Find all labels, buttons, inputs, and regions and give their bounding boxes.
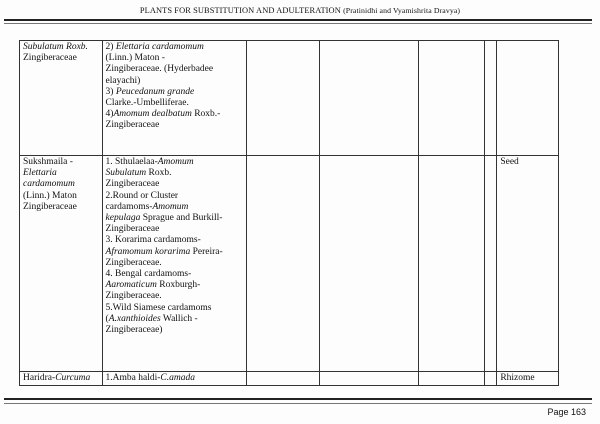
footer-rule: [4, 398, 592, 400]
substitute-line: 3) Peucedanum grande: [105, 86, 195, 97]
part-used-cell: Rhizome: [497, 372, 559, 386]
empty-cell: [419, 156, 485, 372]
empty-cell: [246, 372, 319, 386]
table-row: [20, 156, 559, 372]
empty-cell: [319, 41, 418, 156]
header-rule: [4, 19, 592, 21]
part-used-cell: [497, 41, 559, 156]
empty-cell: [319, 372, 418, 386]
substitute-line: 2.Round or Cluster: [105, 190, 179, 201]
substitute-line: Zingiberaceae): [105, 325, 163, 336]
plant-name-line: Zingiberaceae: [23, 201, 77, 212]
empty-cell: [484, 41, 497, 156]
substitute-cell: [102, 372, 246, 386]
empty-cell: [246, 156, 319, 372]
plant-name-line: Zingiberaceae: [23, 53, 77, 64]
plant-name-line: Sukshmaila -: [23, 157, 73, 167]
page-header: [0, 6, 600, 15]
table-row: [20, 41, 559, 156]
substitute-line: (A.xanthioides Wallich -: [105, 313, 198, 324]
substitute-line: 2) Elettaria cardamomum: [105, 42, 204, 52]
substitute-cell: [102, 156, 246, 372]
substitute-line: 1.Amba haldi-C.amada: [105, 373, 195, 383]
empty-cell: [419, 372, 485, 386]
plant-name-line: (Linn.) Maton: [23, 190, 77, 201]
empty-cell: [246, 41, 319, 156]
substitute-line: Zingiberaceae: [105, 224, 160, 235]
header-title: PLANTS FOR SUBSTITUTION AND ADULTERATION: [139, 6, 341, 15]
substitute-cell: [102, 41, 246, 156]
plant-name-line: cardamomum: [23, 179, 75, 190]
substitute-line: 5.Wild Siamese cardamoms: [105, 302, 212, 313]
empty-cell: [319, 156, 418, 372]
footer-rule-thin: [4, 403, 592, 404]
table-row: [20, 372, 559, 386]
substitute-line: Zingiberaceae: [105, 120, 160, 131]
plant-name-cell: [20, 372, 103, 386]
plant-name-line: Elettaria: [23, 168, 57, 179]
substitute-line: kepulaga Sprague and Burkill-: [105, 213, 223, 224]
empty-cell: [484, 156, 497, 372]
substitute-line: Aframomum korarima Pereira-: [105, 246, 223, 257]
substitute-line: Zingiberaceae.: [105, 291, 162, 302]
substitute-line: cardamoms-Amomum: [105, 201, 189, 212]
substitute-line: 1. Sthulaelaa-Amomum: [105, 157, 194, 167]
plant-name-cell: [20, 41, 103, 156]
substitute-line: Subulatum Roxb.: [105, 168, 172, 179]
plant-name-line: Haridra-Curcuma: [23, 373, 91, 383]
substitute-line: Zingiberaceae: [105, 179, 160, 190]
substitute-line: 4)Amomum dealbatum Roxb.-: [105, 109, 221, 120]
plant-name-line: Subulatum Roxb.: [23, 42, 88, 52]
substitute-line: Aaromaticum Roxburgh-: [105, 280, 201, 291]
part-used-cell: Seed: [497, 156, 559, 372]
page-number: Page 163: [547, 407, 586, 417]
header-rule-thin: [4, 23, 592, 24]
substitute-line: Zingiberaceae.: [105, 257, 162, 268]
plant-name-cell: [20, 156, 103, 372]
empty-cell: [419, 41, 485, 156]
substitute-line: 3. Korarima cardamoms-: [105, 235, 201, 246]
substitute-line: elayachi): [105, 75, 141, 86]
substitute-line: (Linn.) Maton -: [105, 53, 165, 64]
substitution-table: [19, 40, 559, 386]
substitute-line: Clarke.-Umbelliferae.: [105, 98, 189, 109]
empty-cell: [484, 372, 497, 386]
substitute-line: 4. Bengal cardamoms-: [105, 269, 192, 280]
header-subtitle: (Pratinidhi and Vyamishrita Dravya): [343, 6, 461, 15]
substitute-line: Zingiberaceae. (Hyderbadee: [105, 64, 214, 75]
